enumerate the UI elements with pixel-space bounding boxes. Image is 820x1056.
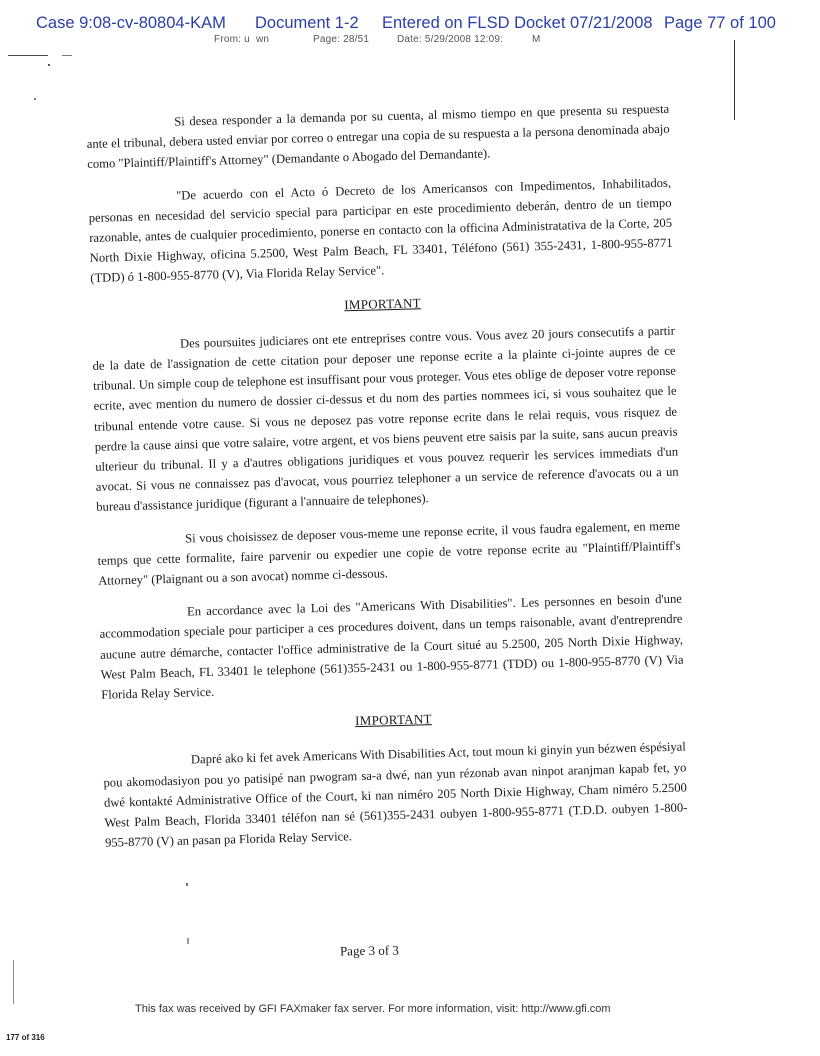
scan-speck — [186, 883, 188, 886]
french-paragraph-2: Si vous choisissez de deposer vous-meme une reponse ecrite, il vous faudra egalement, en meme temps que cette formalite, faire parvenir ou expedier une copie de votre reponse ecrite au "Plaintiff/Plaintiff's Attorney" (Plaignant ou a son avocat) nomme ci-dessous. — [97, 518, 681, 588]
heading-important-french: IMPORTANT — [344, 294, 422, 312]
docket-entry: Entered on FLSD Docket 07/21/2008 — [382, 14, 653, 32]
creole-paragraph-1: Dapré ako ki fet avek Americans With Disabilities Act, tout moun ki ginyin yun bézwen éspésiyal pou akomodasiyon pou yo patisipé nan pwogram sa-a dwé, nan yun rézonab avan ninpot aranjman kapab fet, yo dwé kontakté Administrative Office of the Court, ki nan niméro 205 North Dixie Highway, Cham niméro 5.2500 West Palm Beach, Florida 33401 téléfon nan sé (561)355-2431 oubyen 1-800-955-8771 (T.D.D. oubyen 1-800-955-8770 (V) an pasan pa Florida Relay Service. — [103, 740, 688, 851]
scan-speck — [187, 938, 189, 944]
fax-footer: This fax was received by GFI FAXmaker fax server. For more information, visit: http://www.gfi.com — [135, 1003, 611, 1015]
case-number: Case 9:08-cv-80804-KAM — [36, 14, 226, 32]
scan-speck — [34, 98, 36, 100]
spanish-paragraph-2: "De acuerdo con el Acto ó Decreto de los Americansos con Impedimentos, Inhabilitados, personas en necesidad del servicio special para participar en este procedimiento deberán, dentro de un tiempo razonable, antes de cualquier procedimiento, ponerse en contacto con la officina Administratativa de la Corte, 205 North Dixie Highway, oficina 5.2500, West Palm Beach, FL 33401, Téléfono (561) 355-2431, 1-800-955-8771 (TDD) ó 1-800-955-8770 (V), Via Florida Relay Service". — [88, 175, 673, 286]
fax-date: Date: 5/29/2008 12:09: — [397, 34, 504, 45]
fax-tail: M — [532, 34, 541, 45]
page-number: Page 3 of 3 — [339, 942, 399, 959]
fax-own: wn — [256, 34, 270, 45]
scan-mark — [48, 64, 50, 66]
spanish-paragraph-1: Si desea responder a la demanda por su cuenta, al mismo tiempo en que presenta su respuesta ante el tribunal, debera usted enviar por correo o entregar una copia de su respuesta a la persona denominada abajo como "Plaintiff/Plaintiff's Attorney" (Demandante o Abogado del Demandante). — [86, 101, 670, 172]
fax-page: Page: 28/51 — [313, 34, 370, 45]
scan-mark — [13, 960, 14, 1004]
french-paragraph-1: Des poursuites judiciares ont ete entreprises contre vous. Vous avez 20 jours consecutifs a partir de la date de l'assignation de cette citation pour deposer une reponse ecrite a la plainte ci-jointe aupres de ce tribunal. Un simple coup de telephone est insuffisant pour vous proteger. Vous etes oblige de deposer votre reponse ecrite, avec mention du numero de dossier ci-dessus et du nom des parties nommees ici, si vous souhaitez que le tribunal entende votre cause. Si vous ne deposez pas votre reponse ecrite dans le relai requis, vous risquez de perdre la cause ainsi que votre salaire, votre argent, et vos biens peuvent etre saisis par la suite, sans aucun preavis ulterieur du tribunal. Il y a d'autres obligations juridiques et vous pouvez requerir les services immediats d'un avocat. Si vous ne connaissez pas d'avocat, vous pourriez telephoner a un service de reference d'avocats ou a un bureau d'assistance juridique (figurant a l'annuaire de telephones). — [92, 323, 679, 515]
heading-important-creole: IMPORTANT — [354, 711, 433, 729]
bates-number: 177 of 316 — [6, 1033, 45, 1042]
french-paragraph-3: En accordance avec la Loi des "Americans With Disabilities". Les personnes en besoin d'une accommodation speciale pour participer a ces procedures doivent, dans un temps raisonable, avant d'entreprendre aucune autre démarche, contacter l'office administrative de la Court situé au 5.2500, 205 North Dixie Highway, West Palm Beach, FL 33401 le telephone (561)355-2431 ou 1-800-955-8771 (TDD) ou 1-800-955-8770 (V) Via Florida Relay Service. — [99, 591, 684, 702]
page-count: Page 77 of 100 — [664, 14, 776, 32]
scan-mark — [62, 55, 72, 56]
document-body — [86, 99, 688, 867]
scan-mark — [734, 40, 735, 120]
fax-from: From: u — [214, 34, 250, 45]
scan-mark — [8, 55, 48, 56]
document-number: Document 1-2 — [255, 14, 359, 32]
